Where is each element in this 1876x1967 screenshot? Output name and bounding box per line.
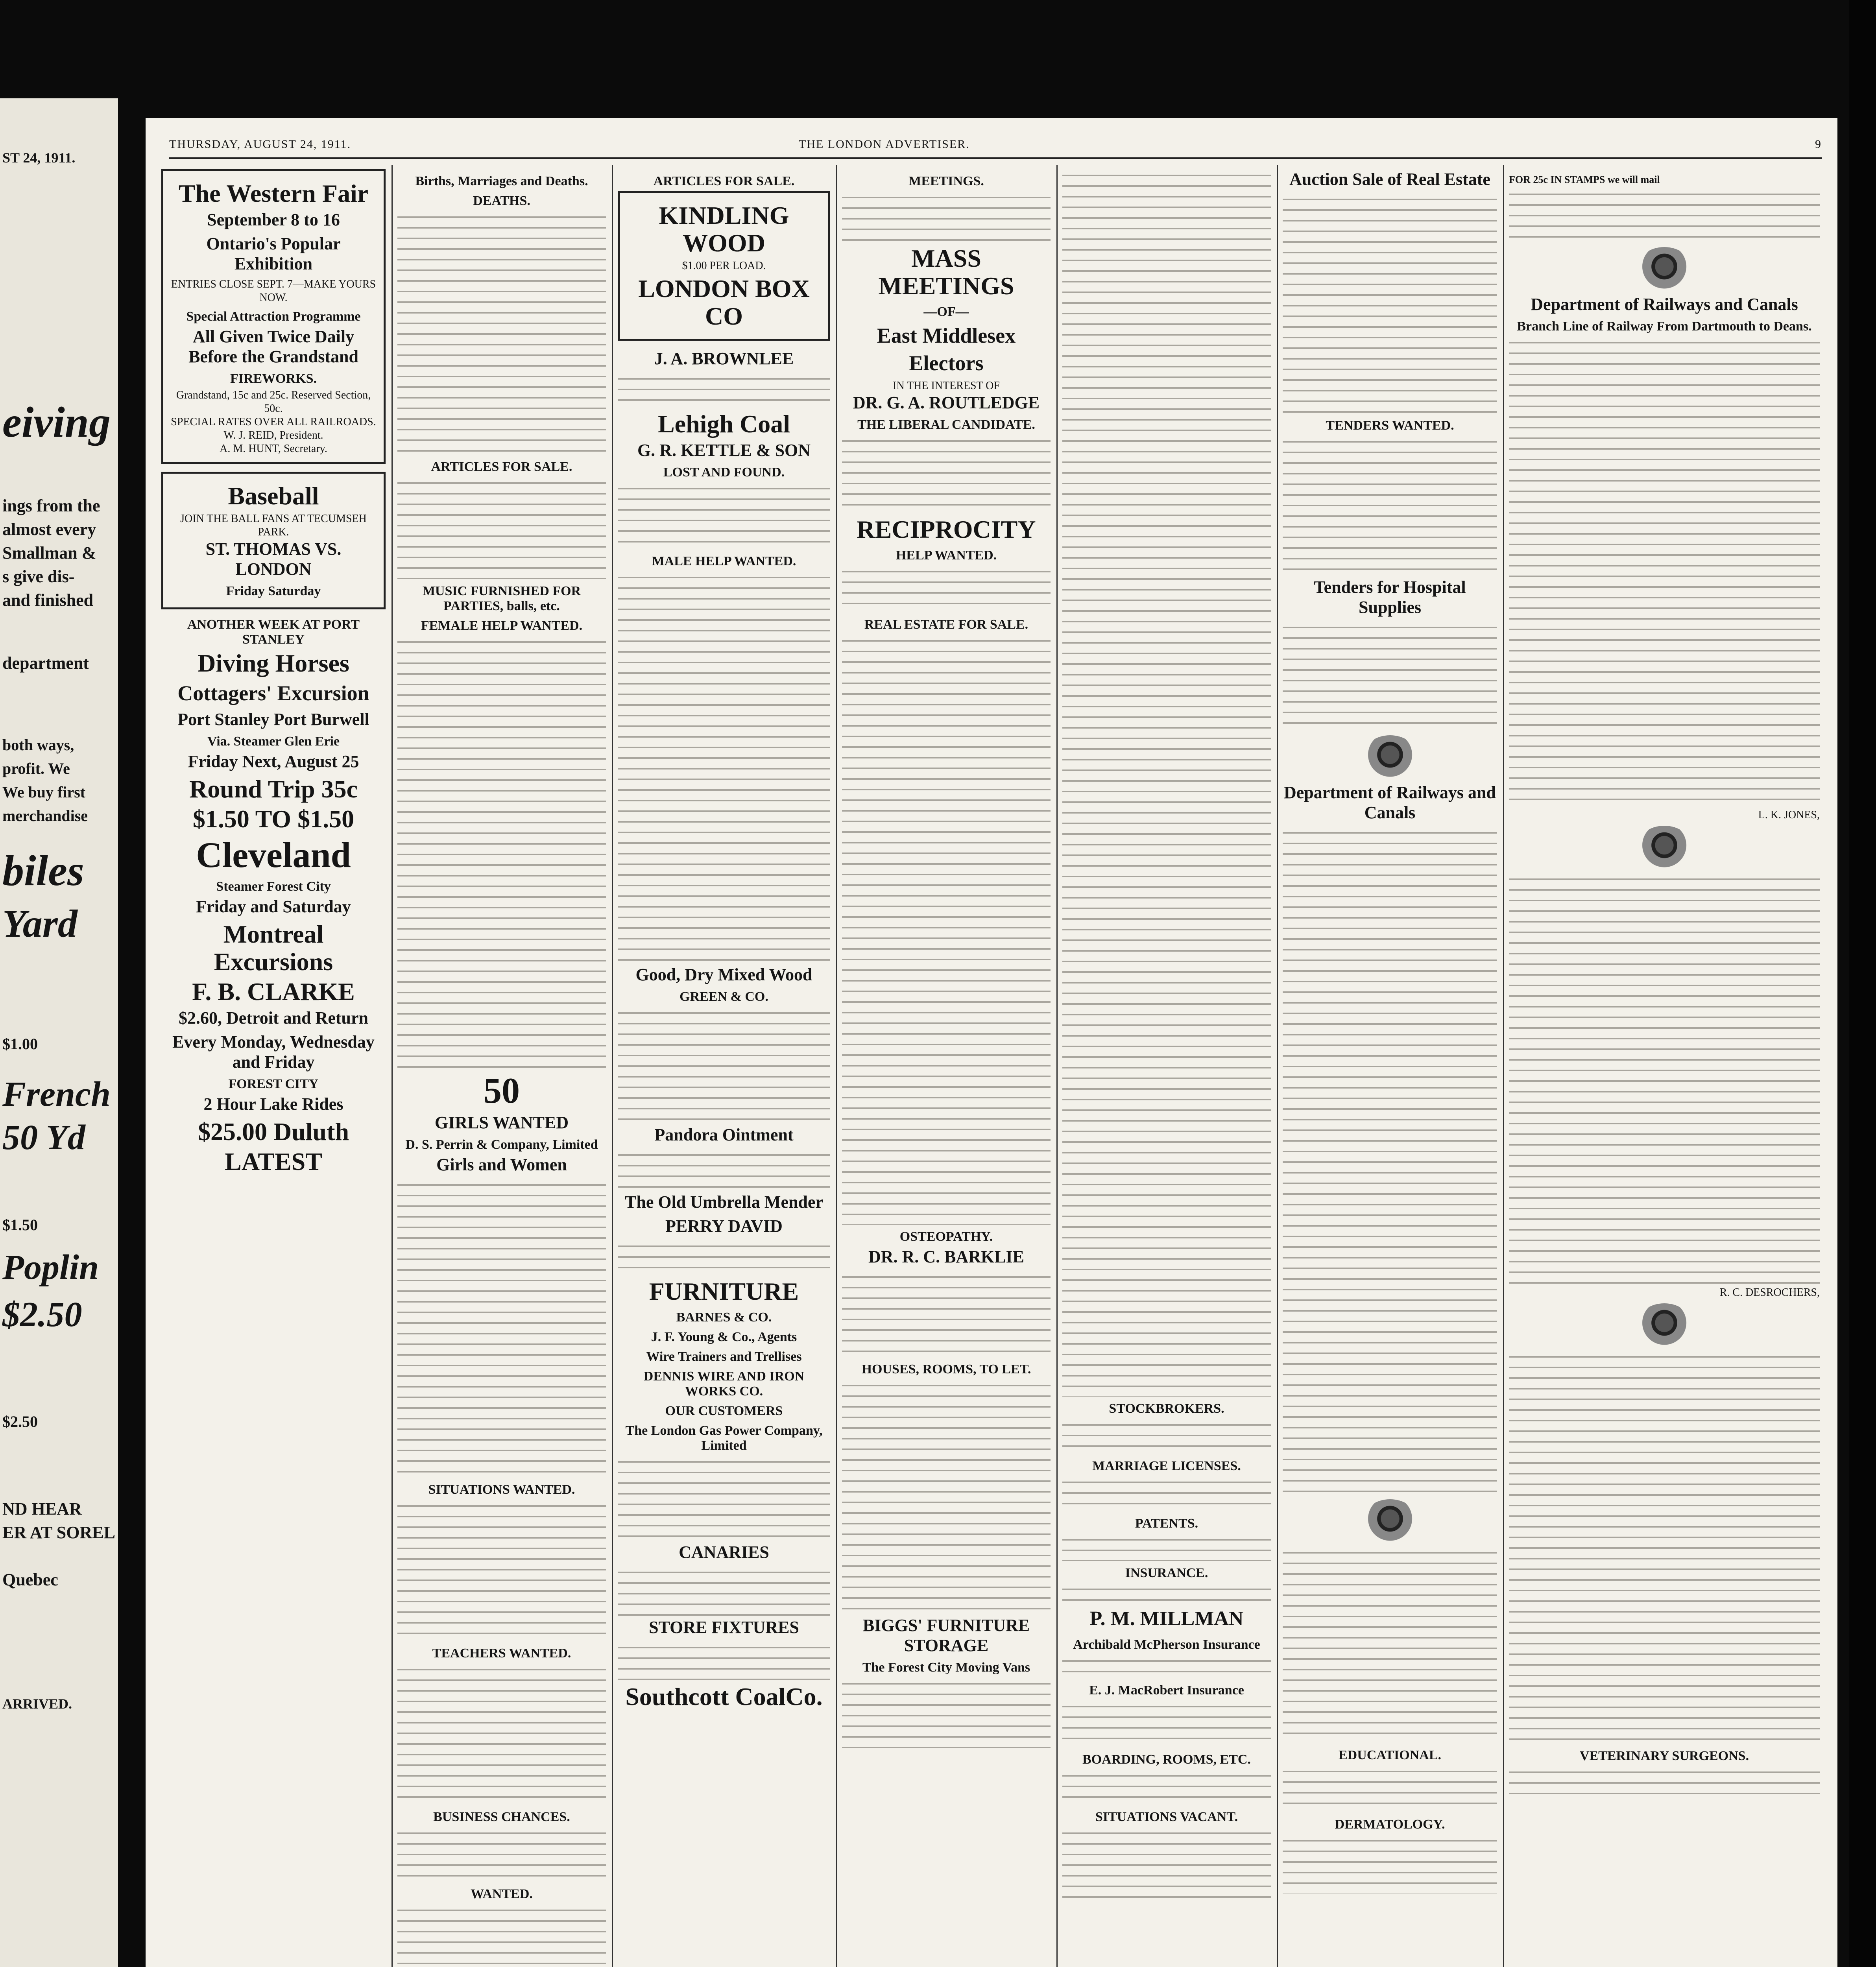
fair-entries: ENTRIES CLOSE SEPT. 7—MAKE YOURS NOW. — [171, 278, 376, 304]
store-fixtures: STORE FIXTURES — [649, 1618, 799, 1637]
pandora-ointment: Pandora Ointment — [654, 1125, 794, 1144]
veterinary-heading: VETERINARY SURGEONS. — [1579, 1749, 1749, 1763]
fair-grandstand: Grandstand, 15c and 25c. Reserved Section, 50c. — [176, 389, 371, 415]
cleveland: Cleveland — [196, 835, 351, 875]
houses-heading: HOUSES, ROOMS, TO LET. — [861, 1362, 1031, 1377]
column-rule — [391, 165, 393, 1967]
railways-canals-2: Department of Railways and Canals — [1531, 295, 1798, 314]
osteopathy-text — [842, 1271, 1051, 1357]
male-help-text — [618, 571, 830, 965]
round-trip: Round Trip 35c — [189, 775, 358, 803]
meeting-schedule — [842, 435, 1051, 513]
cottagers-excursion: Cottagers' Excursion — [177, 681, 369, 705]
friday-next: Friday Next, August 25 — [188, 752, 359, 771]
fragment-line: s give dis- — [2, 567, 75, 586]
fair-rates: SPECIAL RATES OVER ALL RAILROADS. — [171, 416, 376, 428]
veterinary-text — [1509, 1766, 1820, 1801]
kettle-son: G. R. KETTLE & SON — [637, 441, 811, 460]
coat-of-arms-icon — [1637, 826, 1692, 869]
east-middlesex: East Middlesex Electors — [877, 324, 1016, 375]
gas-text — [618, 1456, 830, 1542]
macrobert-text — [1062, 1700, 1271, 1747]
column-1 — [161, 169, 386, 1967]
archibald-text — [1062, 1655, 1271, 1678]
steamer-glen-erie: Via. Steamer Glen Erie — [207, 734, 340, 749]
fair-subtitle: Ontario's Popular Exhibition — [206, 234, 341, 273]
newspaper-page — [146, 118, 1837, 1967]
fragment-line: We buy first — [2, 783, 86, 801]
fragment-line: Smallman & — [2, 543, 96, 563]
fragment-line: and finished — [2, 590, 94, 610]
fragment-headline: eiving — [2, 398, 111, 446]
fb-clarke: F. B. CLARKE — [192, 978, 355, 1006]
articles-heading: ARTICLES FOR SALE. — [653, 174, 795, 188]
baseball-subtitle: JOIN THE BALL FANS AT TECUMSEH PARK. — [180, 513, 367, 538]
pm-millman: P. M. MILLMAN — [1089, 1607, 1244, 1630]
osteopathy-heading: OSTEOPATHY. — [899, 1229, 993, 1244]
houses-text — [842, 1379, 1051, 1615]
fair-twice: All Given Twice Daily Before the Grandstand — [188, 327, 358, 366]
girls-wanted: GIRLS WANTED — [434, 1113, 569, 1132]
fragment-headline: Yard — [2, 902, 78, 945]
port-stanley-heading: ANOTHER WEEK AT PORT STANLEY — [187, 617, 360, 647]
real-estate-heading: REAL ESTATE FOR SALE. — [864, 617, 1028, 632]
teachers-text — [397, 1663, 606, 1805]
column-7 — [1509, 169, 1820, 1967]
jones-signature: L. K. JONES, — [1758, 809, 1820, 821]
adjacent-page-fragment — [0, 98, 118, 1967]
masthead-page-number: 9 — [1815, 138, 1822, 151]
column-4 — [842, 169, 1051, 1967]
friday-saturday: Friday and Saturday — [196, 897, 351, 916]
fixtures-text — [618, 1641, 830, 1681]
forest-city-steamer: Steamer Forest City — [216, 879, 331, 894]
boarding-heading: BOARDING, ROOMS, ETC. — [1082, 1752, 1251, 1767]
liberal-candidate: THE LIBERAL CANDIDATE. — [857, 417, 1035, 432]
patents-heading: PATENTS. — [1135, 1516, 1198, 1531]
biggs-storage: BIGGS' FURNITURE STORAGE — [862, 1616, 1030, 1655]
barnes-co: BARNES & CO. — [676, 1310, 772, 1325]
kindling-wood: KINDLING WOOD — [659, 201, 789, 257]
fragment-headline: $2.50 — [2, 1295, 82, 1334]
business-text — [397, 1827, 606, 1882]
coat-of-arms-icon — [1363, 735, 1418, 779]
western-fair-ad — [161, 169, 386, 464]
coat-of-arms-icon — [1363, 1499, 1418, 1543]
fragment-price: $2.50 — [2, 1413, 38, 1430]
council-notice-text — [842, 191, 1051, 242]
cleveland-price: $1.50 TO $1.50 — [192, 805, 355, 833]
masthead-paper: THE LONDON ADVERTISER. — [799, 138, 970, 151]
coat-of-arms-icon — [1637, 247, 1692, 290]
marriage-text — [1062, 1476, 1271, 1511]
london-box-co: LONDON BOX CO — [638, 275, 810, 330]
boarding-text — [1062, 1770, 1271, 1805]
fragment-line: ings from the — [2, 496, 100, 515]
archibald: Archibald McPherson Insurance — [1073, 1637, 1260, 1652]
young-agents: J. F. Young & Co., Agents — [651, 1330, 797, 1344]
masthead — [169, 134, 1822, 159]
wanted-text-2 — [397, 1904, 606, 1967]
wanted-heading: WANTED. — [471, 1887, 533, 1901]
diving-horses: Diving Horses — [198, 649, 349, 677]
marriage-heading: MARRIAGE LICENSES. — [1092, 1459, 1241, 1473]
gas-power: The London Gas Power Company, Limited — [625, 1423, 823, 1453]
educational-heading: EDUCATIONAL. — [1338, 1748, 1441, 1762]
brownlee-text — [618, 373, 830, 408]
rheumatism-text — [1509, 188, 1820, 243]
situations-vacant-heading: SITUATIONS VACANT. — [1095, 1810, 1238, 1824]
forest-city: FOREST CITY — [228, 1077, 319, 1091]
lost-found-text — [618, 482, 830, 549]
fragment-line: almost every — [2, 520, 96, 539]
column-rule — [1277, 165, 1278, 1967]
auction-text — [1283, 193, 1497, 413]
music-heading: MUSIC FURNISHED FOR PARTIES, balls, etc. — [422, 584, 581, 613]
masthead-date: THURSDAY, AUGUST 24, 1911. — [169, 138, 351, 151]
situations-heading: SITUATIONS WANTED. — [428, 1482, 575, 1497]
brownlee: J. A. BROWNLEE — [654, 349, 794, 368]
every-monday: Every Monday, Wednesday and Friday — [172, 1032, 375, 1072]
fragment-headline: 50 Yd — [2, 1118, 85, 1157]
fair-secretary: A. M. HUNT, Secretary. — [220, 443, 327, 455]
fair-president: W. J. REID, President. — [223, 429, 323, 441]
our-customers: OUR CUSTOMERS — [665, 1404, 783, 1418]
detroit-return: $2.60, Detroit and Return — [179, 1008, 368, 1028]
stockbrokers-text — [1062, 1419, 1271, 1454]
column-3 — [618, 169, 830, 1967]
desrochers-signature: R. C. DESROCHERS, — [1719, 1286, 1820, 1299]
lake-rides: 2 Hour Lake Rides — [203, 1094, 343, 1114]
column-rule — [836, 165, 837, 1967]
column-rule — [1503, 165, 1504, 1967]
tenders-heading: TENDERS WANTED. — [1326, 418, 1454, 433]
column-5 — [1062, 169, 1271, 1967]
dartmouth-text — [1509, 336, 1820, 808]
wheatley-tender-text — [1509, 873, 1820, 1286]
umbrella-mender: The Old Umbrella Mender — [625, 1192, 823, 1212]
stamps-notice: FOR 25c IN STAMPS we will mail — [1509, 174, 1660, 185]
tenders-text — [1283, 435, 1497, 577]
teachers-heading: TEACHERS WANTED. — [432, 1646, 571, 1661]
film-edge-right — [1849, 0, 1876, 1967]
good-dry-wood: Good, Dry Mixed Wood — [635, 965, 812, 984]
situations-vacant-text — [1062, 1827, 1271, 1906]
storage-text — [842, 1677, 1051, 1748]
female-help-heading: FEMALE HELP WANTED. — [421, 618, 583, 633]
articles-text — [397, 477, 606, 579]
wanted-text — [397, 1179, 606, 1478]
public-works-text — [1283, 1546, 1497, 1743]
macrobert: E. J. MacRobert Insurance — [1089, 1683, 1244, 1698]
southcott-coal: Southcott CoalCo. — [625, 1683, 823, 1711]
fragment-line: Quebec — [2, 1570, 58, 1589]
removal-text — [618, 1240, 830, 1275]
canaries: CANARIES — [679, 1543, 769, 1562]
situations-text — [397, 1500, 606, 1641]
railway-tender-text — [1283, 827, 1497, 1495]
baseball-title: Baseball — [228, 482, 319, 510]
kindling-ad — [618, 191, 830, 341]
fragment-date: ST 24, 1911. — [2, 150, 76, 166]
barklie: DR. R. C. BARKLIE — [868, 1247, 1025, 1266]
of-line: —OF— — [923, 304, 969, 319]
railways-canals: Department of Railways and Canals — [1284, 783, 1496, 822]
hospital-tenders: Tenders for Hospital Supplies — [1314, 578, 1466, 617]
baseball-days: Friday Saturday — [226, 584, 321, 598]
canaries-text — [618, 1566, 830, 1617]
fragment-headline: French — [2, 1075, 111, 1114]
mass-meetings: MASS MEETINGS — [878, 244, 1014, 300]
furniture: FURNITURE — [649, 1277, 799, 1305]
help-wanted-heading: HELP WANTED. — [896, 548, 997, 563]
column-rule — [612, 165, 613, 1967]
auction-heading: Auction Sale of Real Estate — [1289, 170, 1490, 189]
female-help-text — [397, 636, 606, 1068]
green-co: GREEN & CO. — [679, 989, 768, 1004]
death-notices-text — [397, 211, 606, 455]
fragment-line: both ways, — [2, 736, 74, 754]
business-heading: BUSINESS CHANCES. — [433, 1810, 570, 1824]
patents-text — [1062, 1533, 1271, 1561]
dartmouth-branch: Branch Line of Railway From Dartmouth to Deans. — [1517, 319, 1812, 334]
real-estate-text — [842, 635, 1051, 1225]
wire-trainers: Wire Trainers and Trellises — [646, 1349, 802, 1364]
pandora-text — [618, 1149, 830, 1192]
column-2 — [397, 169, 606, 1967]
baseball-ad — [161, 472, 386, 609]
column-6 — [1283, 169, 1497, 1967]
fragment-price: $1.50 — [2, 1216, 38, 1234]
girls-and-women: Girls and Women — [436, 1155, 567, 1174]
fragment-line: merchandise — [2, 807, 88, 825]
wagons-text — [618, 1007, 830, 1125]
articles-heading: ARTICLES FOR SALE. — [431, 459, 572, 474]
routledge: DR. G. A. ROUTLEDGE — [853, 393, 1040, 412]
male-help-heading: MALE HELP WANTED. — [652, 554, 796, 568]
hospital-text — [1283, 621, 1497, 731]
dermatology-heading: DERMATOLOGY. — [1335, 1817, 1445, 1832]
fragment-line: department — [2, 653, 89, 673]
dermatology-text — [1283, 1834, 1497, 1893]
port-stanley-tender-text — [1509, 1351, 1820, 1744]
lehigh-coal: Lehigh Coal — [657, 410, 790, 438]
fragment-headline: Poplin — [2, 1248, 99, 1287]
fragment-line: ARRIVED. — [2, 1696, 72, 1712]
real-estate-continued — [1062, 169, 1271, 1397]
births-heading: Births, Marriages and Deaths. — [415, 174, 588, 188]
in-interest: IN THE INTEREST OF — [893, 380, 1000, 392]
baseball-teams: ST. THOMAS VS. LONDON — [205, 539, 342, 579]
montreal-excursions: Montreal Excursions — [214, 920, 333, 976]
deaths-heading: DEATHS. — [473, 194, 530, 208]
moving-vans: The Forest City Moving Vans — [862, 1660, 1030, 1675]
fragment-headline: biles — [2, 847, 84, 895]
fragment-line: ER AT SOREL — [2, 1523, 115, 1542]
educational-text — [1283, 1765, 1497, 1812]
fair-title: The Western Fair — [178, 179, 369, 207]
fair-fireworks: FIREWORKS. — [230, 371, 317, 386]
fragment-line: ND HEAR — [2, 1499, 82, 1519]
stockbrokers-heading: STOCKBROKERS. — [1109, 1401, 1224, 1416]
fair-programme: Special Attraction Programme — [186, 309, 361, 324]
column-rule — [1056, 165, 1058, 1967]
coat-of-arms-icon — [1637, 1303, 1692, 1347]
perry-david: PERRY DAVID — [665, 1216, 783, 1236]
fair-dates: September 8 to 16 — [207, 210, 340, 229]
burwell: Port Stanley Port Burwell — [177, 710, 369, 729]
perrin: D. S. Perrin & Company, Limited — [405, 1137, 598, 1152]
fragment-line: profit. We — [2, 760, 70, 777]
lost-found-heading: LOST AND FOUND. — [663, 465, 785, 480]
help-wanted-text — [842, 565, 1051, 613]
fifty-girls: 50 — [484, 1070, 520, 1111]
meetings-heading: MEETINGS. — [908, 174, 984, 188]
insurance-text — [1062, 1583, 1271, 1603]
fragment-price: $1.00 — [2, 1035, 38, 1053]
latest: LATEST — [225, 1148, 322, 1175]
dennis-wire: DENNIS WIRE AND IRON WORKS CO. — [643, 1369, 805, 1399]
insurance-heading: INSURANCE. — [1125, 1566, 1208, 1580]
duluth: $25.00 Duluth — [198, 1118, 349, 1146]
reciprocity: RECIPROCITY — [857, 515, 1036, 543]
per-load: $1.00 PER LOAD. — [682, 260, 766, 272]
